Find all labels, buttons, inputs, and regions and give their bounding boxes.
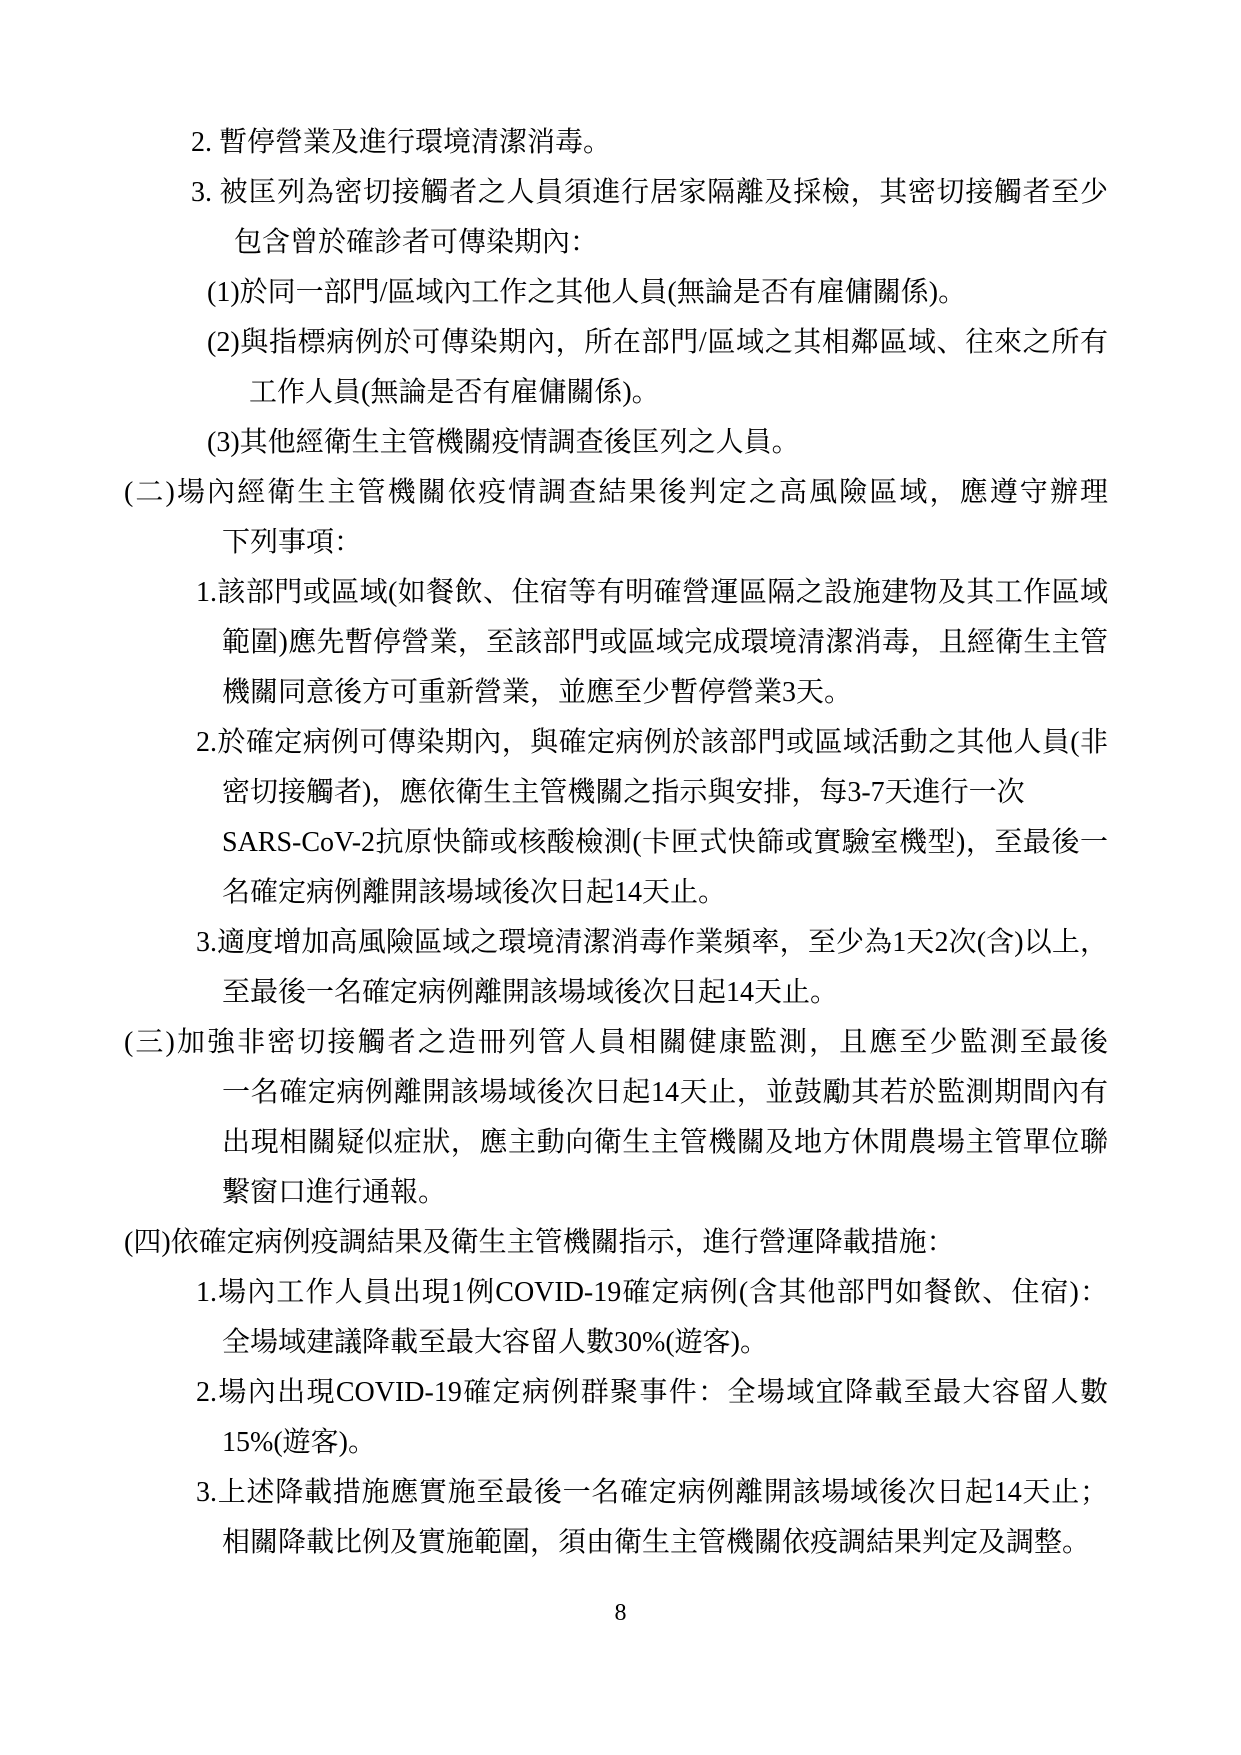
- doc-line: 工作人員(無論是否有雇傭關係)。: [249, 377, 660, 408]
- doc-line: 2.於確定病例可傳染期內，與確定病例於該部門或區域活動之其他人員(非: [196, 727, 1108, 758]
- doc-line: 繫窗口進行通報。: [222, 1177, 447, 1208]
- doc-line: 3.適度增加高風險區域之環境清潔消毒作業頻率，至少為1天2次(含)以上，: [196, 927, 1108, 958]
- doc-line: (三)加強非密切接觸者之造冊列管人員相關健康監測，且應至少監測至最後: [124, 1027, 1108, 1058]
- doc-line: 1.場內工作人員出現1例COVID-19確定病例(含其他部門如餐飲、住宿)：: [196, 1277, 1108, 1308]
- doc-line: 全場域建議降載至最大容留人數30%(遊客)。: [222, 1327, 768, 1358]
- doc-line: 1.該部門或區域(如餐飲、住宿等有明確營運區隔之設施建物及其工作區域: [196, 577, 1108, 608]
- doc-line: 範圍)應先暫停營業，至該部門或區域完成環境清潔消毒，且經衛生主管: [222, 627, 1108, 658]
- doc-line: 一名確定病例離開該場域後次日起14天止，並鼓勵其若於監測期間內有: [222, 1077, 1108, 1108]
- doc-line: SARS-CoV-2抗原快篩或核酸檢測(卡匣式快篩或實驗室機型)，至最後一: [222, 827, 1108, 858]
- doc-line: 2.場內出現COVID-19確定病例群聚事件：全場域宜降載至最大容留人數: [196, 1377, 1108, 1408]
- doc-line: 機關同意後方可重新營業，並應至少暫停營業3天。: [222, 677, 853, 708]
- doc-line: 名確定病例離開該場域後次日起14天止。: [222, 877, 727, 908]
- document-body: [0, 118, 1241, 1568]
- doc-line: 至最後一名確定病例離開該場域後次日起14天止。: [222, 977, 839, 1008]
- page-number: 8: [614, 1600, 627, 1626]
- doc-line: 密切接觸者)，應依衛生主管機關之指示與安排，每3-7天進行一次: [222, 777, 1025, 808]
- doc-line: (2)與指標病例於可傳染期內，所在部門/區域之其相鄰區域、往來之所有: [207, 327, 1108, 358]
- doc-line: (3)其他經衛生主管機關疫情調查後匡列之人員。: [207, 427, 800, 458]
- doc-line: 2. 暫停營業及進行環境清潔消毒。: [191, 127, 612, 158]
- doc-line: (四)依確定病例疫調結果及衛生主管機關指示，進行營運降載措施：: [124, 1227, 955, 1258]
- doc-line: 出現相關疑似症狀，應主動向衛生主管機關及地方休閒農場主管單位聯: [222, 1127, 1108, 1158]
- doc-line: (二)場內經衛生主管機關依疫情調查結果後判定之高風險區域，應遵守辦理: [124, 477, 1108, 508]
- doc-line: 3.上述降載措施應實施至最後一名確定病例離開該場域後次日起14天止；: [196, 1477, 1108, 1508]
- doc-line: 3. 被匡列為密切接觸者之人員須進行居家隔離及採檢，其密切接觸者至少: [191, 177, 1108, 208]
- doc-line: 下列事項：: [222, 527, 363, 558]
- doc-line: 15%(遊客)。: [222, 1427, 376, 1458]
- doc-line: (1)於同一部門/區域內工作之其他人員(無論是否有雇傭關係)。: [207, 277, 967, 308]
- doc-line: 包含曾於確診者可傳染期內：: [234, 227, 599, 258]
- doc-line: 相關降載比例及實施範圍，須由衛生主管機關依疫調結果判定及調整。: [222, 1527, 1091, 1558]
